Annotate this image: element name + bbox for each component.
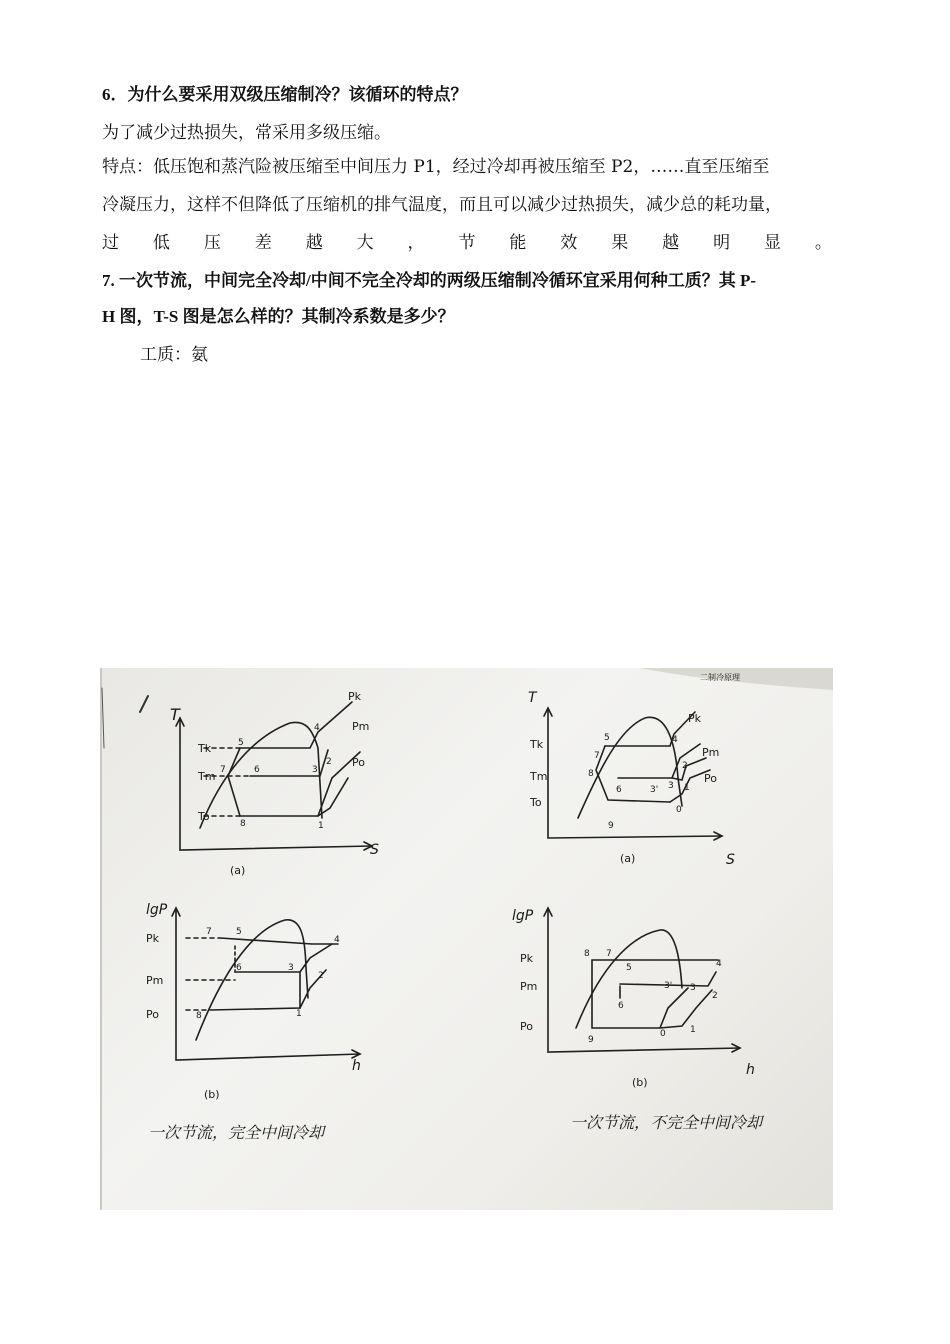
q6-answer-1: 为了减少过热损失，常采用多级压缩。 [102,123,391,143]
q6-answer-2-line2: 冷凝压力，这样不但降低了压缩机的排气温度，而且可以减少过热损失，减少总的耗功量， [102,195,782,215]
svg-text:6: 6 [618,1001,624,1011]
note-complete-cooling: 一次节流，完全中间冷却 [148,1123,325,1142]
lgp-h-diagram-left [146,902,361,1142]
svg-text:3: 3 [668,781,674,791]
svg-text:h: h [746,1062,755,1078]
svg-text:lgP: lgP [146,902,168,918]
svg-text:5: 5 [604,733,610,743]
svg-text:8: 8 [584,949,590,959]
q7-answer: 工质：氨 [140,345,208,365]
svg-text:S: S [726,852,735,868]
justified-char: 效 [560,233,578,253]
justified-char: 果 [611,233,629,253]
svg-text:1: 1 [318,821,324,831]
svg-text:3: 3 [312,765,318,775]
svg-text:Pk: Pk [520,952,534,965]
q7-title-line2: H 图，T-S 图是怎么样的？其制冷系数是多少？ [102,307,455,326]
svg-text:Po: Po [146,1008,159,1021]
svg-text:2: 2 [326,757,332,767]
svg-text:5: 5 [236,927,242,937]
q7-title-line1: 7. 一次节流，中间完全冷却/中间不完全冷却的两级压缩制冷循环宜采用何种工质？其 P- [102,271,757,290]
svg-text:3': 3' [650,785,659,795]
svg-text:4: 4 [314,723,320,733]
svg-text:6: 6 [616,785,622,795]
justified-char: 显 [763,233,781,253]
svg-text:5: 5 [626,963,632,973]
svg-text:6: 6 [236,963,242,973]
svg-text:(a): (a) [230,864,246,877]
svg-text:T: T [528,690,537,706]
svg-text:h: h [352,1058,361,1074]
svg-text:3: 3 [288,963,294,973]
svg-text:0: 0 [676,805,682,815]
justified-char: 明 [713,233,731,253]
svg-text:6: 6 [254,765,260,775]
svg-text:9: 9 [608,821,614,831]
handwritten-diagram-photo [100,668,833,1210]
svg-text:5: 5 [238,738,244,748]
q6-answer-2-line1: 特点：低压饱和蒸汽险被压缩至中间压力 P1，经过冷却再被压缩至 P2，……直至压缩至 [102,157,770,177]
justified-char: 低 [152,233,170,253]
svg-text:Pm: Pm [520,980,538,993]
note-incomplete-cooling: 一次节流，不完全中间冷却 [570,1113,763,1132]
justified-char: ， [407,233,425,253]
ts-diagram-left [170,690,379,877]
justified-char: 过 [102,233,119,253]
justified-char: 越 [305,233,323,253]
justified-char: 大 [356,233,374,253]
svg-text:7: 7 [220,765,226,775]
svg-text:1: 1 [296,1009,302,1019]
justified-char: 。 [814,233,832,253]
justified-char: 越 [662,233,680,253]
svg-text:2: 2 [682,761,688,771]
svg-text:lgP: lgP [512,908,534,924]
svg-text:Pk: Pk [688,712,702,725]
q6-title: 6．为什么要采用双级压缩制冷？该循环的特点？ [102,85,468,104]
svg-text:Pk: Pk [348,690,362,703]
svg-text:9: 9 [588,1035,594,1045]
justified-char: 压 [203,233,221,253]
svg-text:2: 2 [318,971,324,981]
svg-text:Po: Po [352,756,365,769]
svg-text:(b): (b) [632,1076,648,1089]
svg-text:T: T [170,705,180,724]
svg-text:Pk: Pk [146,932,160,945]
svg-text:7: 7 [606,949,612,959]
svg-text:3: 3 [690,983,696,993]
ts-diagram-right [528,690,735,868]
svg-text:8: 8 [196,1011,202,1021]
svg-text:2: 2 [712,991,718,1001]
svg-text:4: 4 [334,935,340,945]
svg-text:To: To [198,810,210,823]
svg-text:0: 0 [660,1029,666,1039]
svg-text:4: 4 [672,735,678,745]
svg-text:1: 1 [690,1025,696,1035]
svg-text:S: S [370,842,379,858]
svg-text:Tk: Tk [530,738,544,751]
svg-text:3': 3' [664,981,673,991]
svg-text:To: To [530,796,542,809]
q6-answer-2-line3 [102,228,832,253]
svg-text:4: 4 [716,959,722,969]
svg-text:(a): (a) [620,852,636,865]
justified-char: 能 [509,233,527,253]
svg-text:7: 7 [594,751,600,761]
svg-text:Tm: Tm [198,770,216,783]
svg-text:1: 1 [684,783,690,793]
justified-char: 节 [458,233,476,253]
svg-text:Po: Po [704,772,717,785]
svg-text:Tm: Tm [530,770,548,783]
corner-print-text: 二制冷原理 [700,673,740,682]
svg-text:Po: Po [520,1020,533,1033]
svg-text:Pm: Pm [146,974,164,987]
svg-text:8: 8 [588,769,594,779]
svg-text:(b): (b) [204,1088,220,1101]
svg-text:Pm: Pm [702,746,720,759]
svg-text:Pm: Pm [352,720,370,733]
lgp-h-diagram-right [512,908,765,1132]
justified-char: 差 [254,233,272,253]
svg-text:7: 7 [206,927,212,937]
svg-text:Tk: Tk [198,742,212,755]
svg-text:8: 8 [240,819,246,829]
